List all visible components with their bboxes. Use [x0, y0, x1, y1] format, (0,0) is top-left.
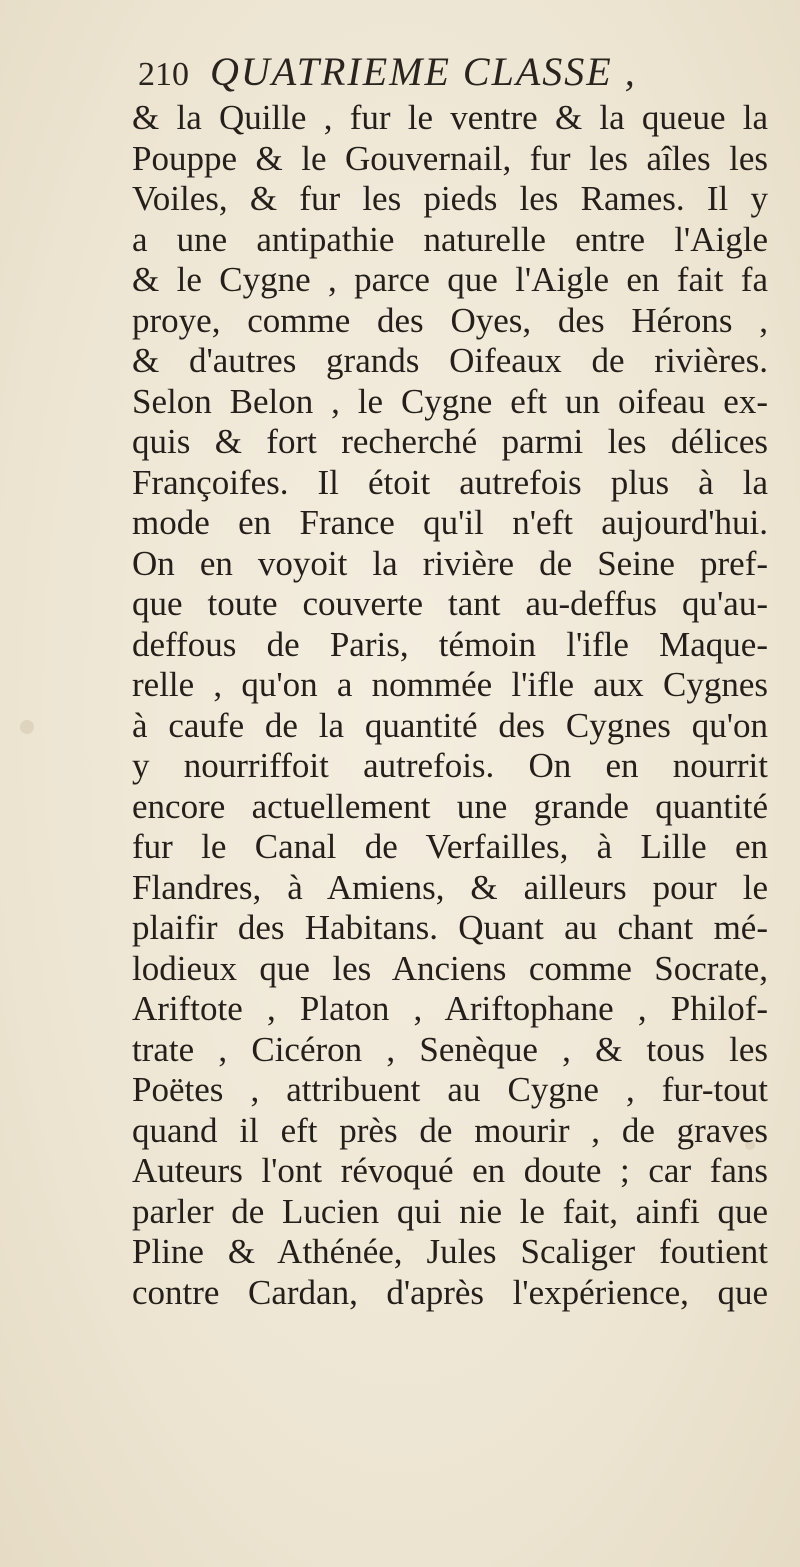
text-line: quand il eft près de mourir , de graves	[132, 1110, 768, 1150]
text-line: parler de Lucien qui nie le fait, ainfi que	[132, 1191, 768, 1231]
text-line: Pouppe & le Gouvernail, fur les aîles les	[132, 138, 768, 178]
text-line: proye, comme des Oyes, des Hérons ,	[132, 300, 768, 340]
text-line: & la Quille , fur le ventre & la queue la	[132, 98, 768, 137]
text-line: contre Cardan, d'après l'expérience, que	[132, 1272, 768, 1312]
text-line: fur le Canal de Verfailles, à Lille en	[132, 827, 768, 866]
text-line: a une antipathie naturelle entre l'Aigle	[132, 219, 768, 259]
text-line: mode en France qu'il n'eft aujourd'hui.	[132, 503, 768, 542]
text-line: & le Cygne , parce que l'Aigle en fait fa	[132, 260, 768, 299]
text-line: Auteurs l'ont révoqué en doute ; car fans	[132, 1151, 768, 1190]
text-line: Pline & Athénée, Jules Scaliger foutient	[132, 1232, 768, 1271]
text-line: Selon Belon , le Cygne eft un oifeau ex-	[132, 381, 768, 421]
paper-stain	[20, 720, 34, 734]
running-head: QUATRIEME CLASSE ,	[210, 49, 637, 94]
text-line: & d'autres grands Oifeaux de rivières.	[132, 341, 768, 380]
page-number: 210	[138, 56, 189, 93]
text-line: encore actuellement une grande quantité	[132, 786, 768, 826]
text-line: y nourriffoit autrefois. On en nourrit	[132, 746, 768, 785]
text-line: que toute couverte tant au-deffus qu'au-	[132, 584, 768, 623]
text-line: Poëtes , attribuent au Cygne , fur-tout	[132, 1070, 768, 1109]
page-header	[138, 48, 760, 100]
text-line: trate , Cicéron , Senèque , & tous les	[132, 1029, 768, 1069]
text-line: lodieux que les Anciens comme Socrate,	[132, 948, 768, 988]
text-line: On en voyoit la rivière de Seine pref-	[132, 543, 768, 583]
body-text	[132, 98, 768, 1313]
text-line: à caufe de la quantité des Cygnes qu'on	[132, 705, 768, 745]
text-line: plaifir des Habitans. Quant au chant mé-	[132, 908, 768, 947]
text-line: Flandres, à Amiens, & ailleurs pour le	[132, 867, 768, 907]
text-line: Voiles, & fur les pieds les Rames. Il y	[132, 179, 768, 218]
text-line: deffous de Paris, témoin l'ifle Maque-	[132, 624, 768, 664]
text-line: Françoifes. Il étoit autrefois plus à la	[132, 462, 768, 502]
text-line: quis & fort recherché parmi les délices	[132, 422, 768, 461]
text-line: Ariftote , Platon , Ariftophane , Philof-	[132, 989, 768, 1028]
text-line: relle , qu'on a nommée l'ifle aux Cygnes	[132, 665, 768, 704]
